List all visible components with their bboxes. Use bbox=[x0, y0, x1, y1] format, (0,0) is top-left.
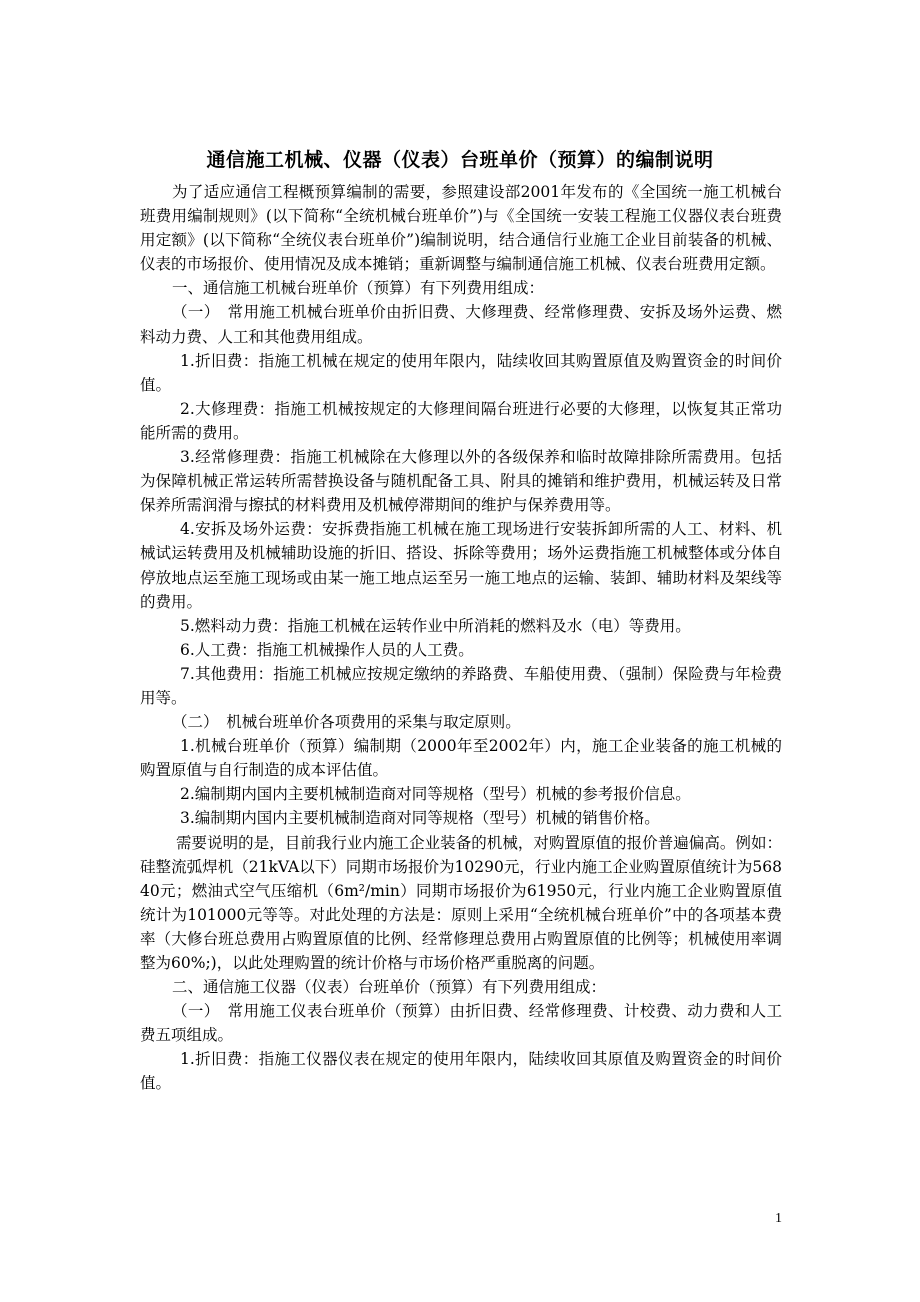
item-labor: 6.人工费：指施工机械操作人员的人工费。 bbox=[180, 640, 474, 659]
item-fuel-power: 5.燃料动力费：指施工机械在运转作业中所消耗的燃料及水（电）等费用。 bbox=[180, 616, 691, 635]
item-overhaul: 2.大修理费：指施工机械按规定的大修理间隔台班进行必要的大修理，以恢复其正常功能所需的费用。 bbox=[140, 399, 782, 442]
principle-three: 3.编制期内国内主要机械制造商对同等规格（型号）机械的销售价格。 bbox=[180, 809, 660, 828]
section-two-heading: 二、通信施工仪器（仪表）台班单价（预算）有下列费用组成： bbox=[172, 978, 607, 997]
item-other-costs: 7.其他费用：指施工机械应按规定缴纳的养路费、车船使用费、（强制）保险费与年检费用等。 bbox=[140, 664, 782, 707]
explanation-paragraph: 需要说明的是，目前我行业内施工企业装备的机械，对购置原值的报价普遍偏高。例如：硅整流弧焊机（21kVA以下）同期市场报价为10290元，行业内施工企业购置原值统计为56840元；燃油式空气压缩机（6m²/min）同期市场报价为61950元，行业内施工企业购置原值统计为101000元等等。对此处理的方法是：原则上采用“全统机械台班单价”中的各项基本费率（大修台班总费用占购置原值的比例、经常修理总费用占购置原值的比例等；机械使用率调整为60%;)，以此处理购置的统计价格与市场价格严重脱离的问题。 bbox=[140, 833, 782, 972]
intro-paragraph: 为了适应通信工程概预算编制的需要，参照建设部2001年发布的《全国统一施工机械台班费用编制规则》(以下简称“全统机械台班单价”)与《全国统一安装工程施工仪器仪表台班费用定额》(以下简称“全统仪表台班单价”)编制说明，结合通信行业施工企业目前装备的机械、仪表的市场报价、使用情况及成本摊销；重新调整与编制通信施工机械、仪表台班费用定额。 bbox=[140, 183, 782, 274]
subsection-two-heading: （二） 机械台班单价各项费用的采集与取定原则。 bbox=[172, 713, 521, 732]
section-one-heading: 一、通信施工机械台班单价（预算）有下列费用组成： bbox=[172, 279, 545, 298]
item-depreciation: 1.折旧费：指施工机械在规定的使用年限内，陆续收回其购置原值及购置资金的时间价值。 bbox=[140, 351, 782, 394]
item-regular-repair: 3.经常修理费：指施工机械除在大修理以外的各级保养和临时故障排除所需费用。包括为保障机械正常运转所需替换设备与随机配备工具、附具的摊销和维护费用，机械运转及日常保养所需润滑与擦拭的材料费用及机械停滞期间的维护与保养费用等。 bbox=[140, 448, 782, 515]
principle-two: 2.编制期内国内主要机械制造商对同等规格（型号）机械的参考报价信息。 bbox=[180, 785, 691, 804]
instrument-item-depreciation: 1.折旧费：指施工仪器仪表在规定的使用年限内，陆续收回其原值及购置资金的时间价值。 bbox=[140, 1050, 782, 1093]
subsection-one-paragraph: （一） 常用施工机械台班单价由折旧费、大修理费、经常修理费、安拆及场外运费、燃料动力费、人工和其他费用组成。 bbox=[140, 303, 782, 346]
item-installation-transport: 4.安拆及场外运费：安拆费指施工机械在施工现场进行安装拆卸所需的人工、材料、机械试运转费用及机械辅助设施的折旧、搭设、拆除等费用；场外运费指施工机械整体或分体自停放地点运至施工现场或由某一施工地点运至另一施工地点的运输、装卸、辅助材料及架线等的费用。 bbox=[140, 520, 782, 611]
document-body bbox=[140, 180, 782, 1096]
page-number: 1 bbox=[775, 1211, 782, 1226]
instrument-subsection-one-paragraph: （一） 常用施工仪表台班单价（预算）由折旧费、经常修理费、计校费、动力费和人工费五项组成。 bbox=[140, 1002, 782, 1045]
principle-one: 1.机械台班单价（预算）编制期（2000年至2002年）内，施工企业装备的施工机械的购置原值与自行制造的成本评估值。 bbox=[140, 737, 782, 780]
document-title: 通信施工机械、仪器（仪表）台班单价（预算）的编制说明 bbox=[206, 149, 714, 171]
